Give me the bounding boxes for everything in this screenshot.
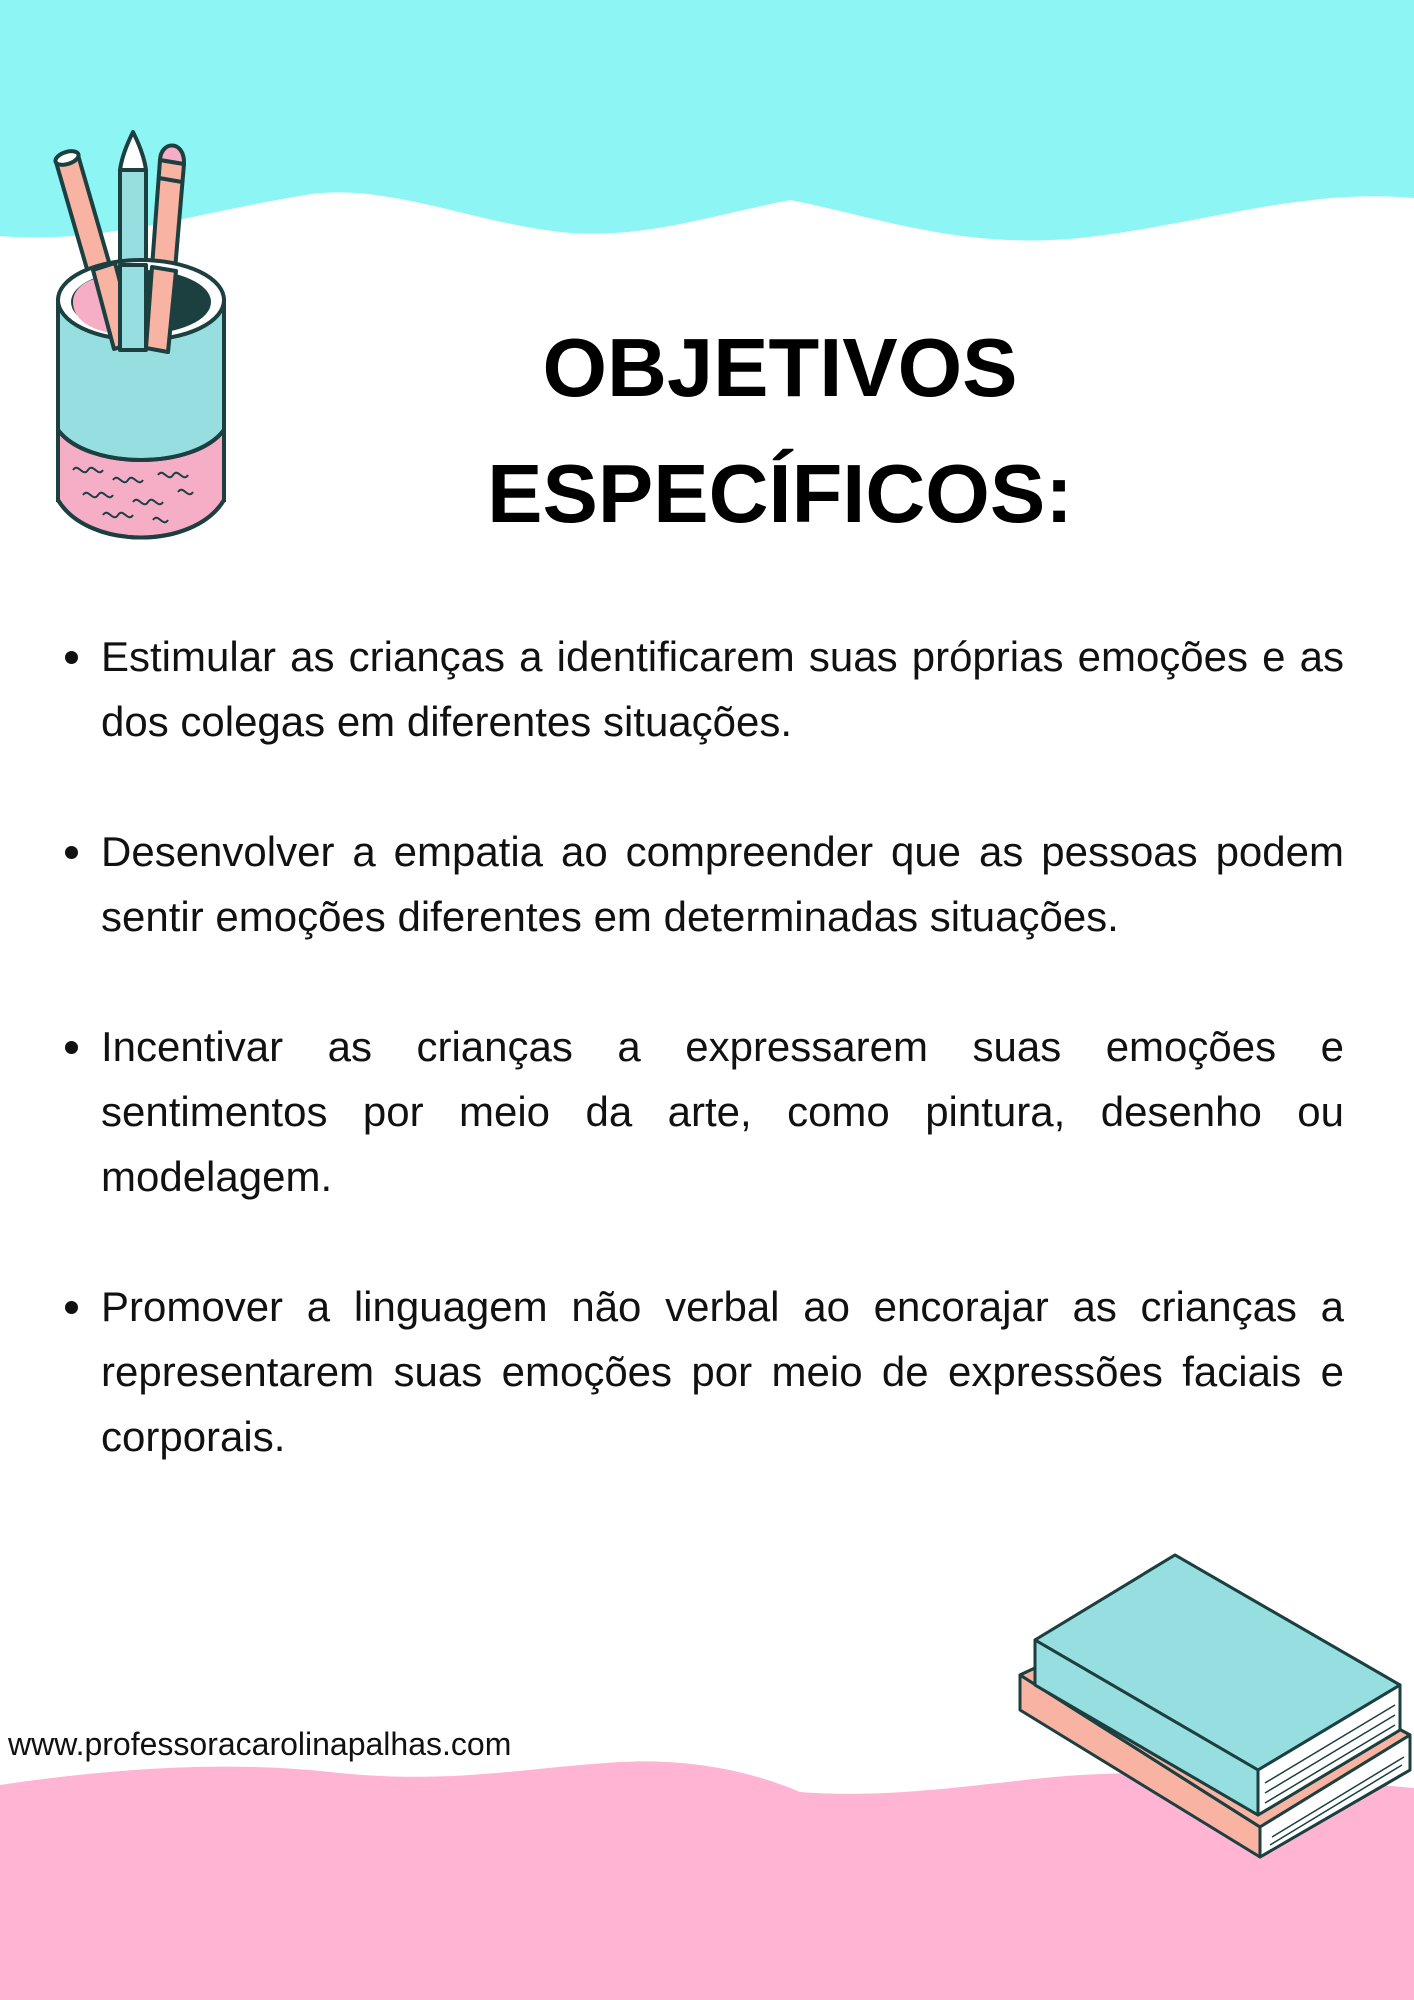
list-item: [50, 624, 1344, 754]
list-item: [50, 1274, 1344, 1469]
bullet-icon: [65, 846, 78, 859]
objectives-list: [50, 624, 1344, 1534]
objective-text: Desenvolver a empatia ao compreender que as pessoas podem sentir emoções diferentes em determinadas situações.: [101, 828, 1344, 940]
stacked-books-icon: [1010, 1545, 1414, 1865]
objective-text: Estimular as crianças a identificarem suas próprias emoções e as dos colegas em diferentes situações.: [101, 633, 1344, 745]
pencil-cup-icon: [48, 130, 238, 540]
title-line-2: ESPECÍFICOS:: [487, 447, 1073, 540]
page-title: [330, 305, 1230, 557]
website-url: www.professoracarolinapalhas.com: [8, 1726, 512, 1762]
bullet-icon: [65, 1041, 78, 1054]
title-line-1: OBJETIVOS: [542, 321, 1018, 414]
objective-text: Promover a linguagem não verbal ao encorajar as crianças a representarem suas emoções por meio de expressões faciais e corporais.: [101, 1283, 1344, 1460]
objective-text: Incentivar as crianças a expressarem suas emoções e sentimentos por meio da arte, como pintura, desenho ou modelagem.: [101, 1023, 1344, 1200]
bullet-icon: [65, 651, 78, 664]
bullet-icon: [65, 1301, 78, 1314]
list-item: [50, 819, 1344, 949]
list-item: [50, 1014, 1344, 1209]
